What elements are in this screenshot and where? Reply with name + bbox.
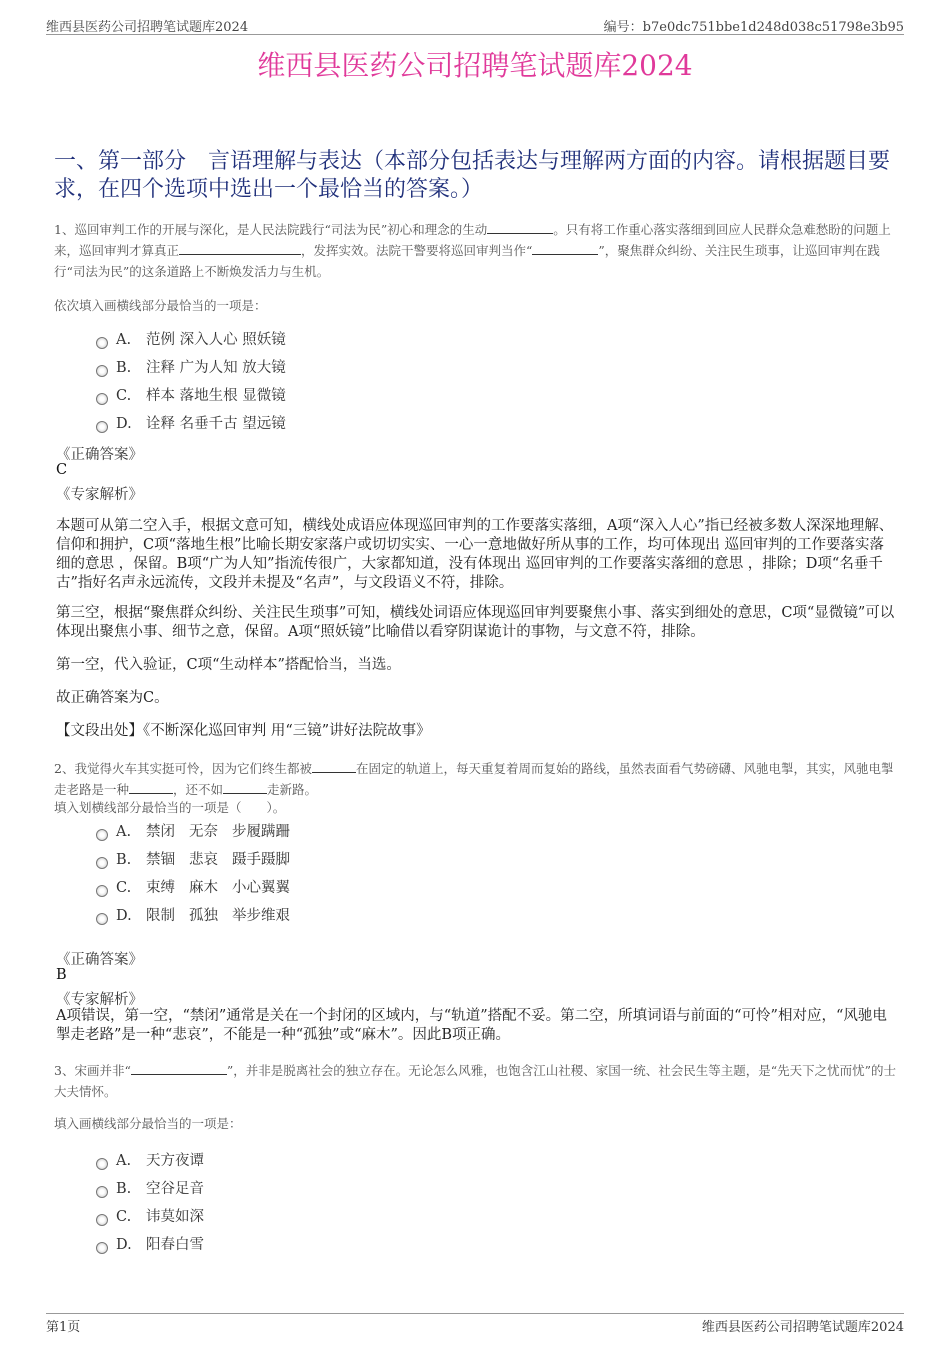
option-letter: A. — [116, 824, 132, 840]
radio-icon[interactable] — [96, 1186, 108, 1198]
answer-label: 《正确答案》 — [56, 447, 143, 463]
option-word: 束缚 — [146, 880, 175, 896]
page-header — [46, 14, 904, 35]
q2-text-4: 走新路。 — [267, 782, 318, 797]
radio-icon[interactable] — [96, 885, 108, 897]
radio-icon[interactable] — [96, 421, 108, 433]
option-word: 禁锢 — [146, 852, 175, 868]
question-2-instruction: 填入划横线部分最恰当的一项是（ ）。 — [54, 800, 286, 815]
question-2-stem — [54, 758, 904, 800]
q2-text-2: 在固定的轨道上，每天重复着周而复始的路线，虽然表面看气势磅礴、风驰电掣，其实，风驰电掣走老路是一种 — [54, 761, 894, 797]
blank — [532, 254, 598, 255]
option-letter: B. — [116, 360, 132, 376]
question-3-instruction: 填入画横线部分最恰当的一项是： — [54, 1116, 242, 1131]
option-letter: D. — [116, 1237, 132, 1253]
option-text: 诠释 名垂千古 望远镜 — [146, 416, 286, 432]
q1-text-1: 1、巡回审判工作的开展与深化，是人民法院践行“司法为民”初心和理念的生动 — [54, 222, 488, 237]
footer-title: 维西县医药公司招聘笔试题库2024 — [701, 1320, 904, 1335]
option-word: 禁闭 — [146, 824, 175, 840]
option-d[interactable] — [96, 904, 290, 932]
answer-value: B — [56, 967, 67, 983]
analysis-paragraph: 第三空，根据“聚焦群众纠纷、关注民生琐事”可知，横线处词语应体现巡回审判要聚焦小事、落实到细处的意思，C项“显微镜”可以体现出聚焦小事、细节之意，保留。A项“照妖镜”比喻借以看穿阴谋诡计的事物，与文意不符，排除。 — [56, 605, 895, 640]
option-letter: C. — [116, 388, 132, 404]
option-a[interactable] — [96, 820, 290, 848]
radio-icon[interactable] — [96, 1158, 108, 1170]
option-word: 麻木 — [189, 880, 218, 896]
option-letter: C. — [116, 1209, 132, 1225]
q3-text-2: ”，并非是脱离社会的独立存在。无论怎么风雅，也饱含江山社稷、家国一统、社会民生等主题，是“先天下之忧而忧”的士大夫情怀。 — [54, 1063, 897, 1099]
option-letter: D. — [116, 416, 132, 432]
question-1-instruction: 依次填入画横线部分最恰当的一项是： — [54, 298, 267, 313]
blank — [131, 1074, 227, 1075]
option-d[interactable] — [96, 1233, 204, 1261]
option-text: 阳春白雪 — [146, 1237, 204, 1253]
page-footer — [46, 1313, 904, 1335]
option-a[interactable] — [96, 1149, 204, 1177]
blank — [129, 793, 173, 794]
option-text: 空谷足音 — [146, 1181, 204, 1197]
q3-text-1: 3、宋画并非“ — [54, 1063, 131, 1078]
question-1-stem — [54, 219, 904, 282]
question-3-options — [96, 1149, 204, 1261]
option-letter: A. — [116, 1153, 132, 1169]
option-word: 小心翼翼 — [232, 880, 290, 896]
blank — [312, 772, 356, 773]
option-b[interactable] — [96, 1177, 204, 1205]
option-letter: A. — [116, 332, 132, 348]
option-word: 步履蹒跚 — [232, 824, 290, 840]
analysis-paragraph: 第一空，代入验证，C项“生动样本”搭配恰当，当选。 — [56, 657, 401, 673]
option-letter: B. — [116, 852, 132, 868]
q1-text-2: 。只有将工作重心落实落细到回应人民群众急难愁盼的问题上来，巡回审判才算真正 — [54, 222, 891, 258]
option-text: 样本 落地生根 显微镜 — [146, 388, 286, 404]
option-text: 注释 广为人知 放大镜 — [146, 360, 286, 376]
analysis-paragraph: 本题可从第二空入手，根据文意可知，横线处成语应体现巡回审判的工作要落实落细，A项“深入人心”指已经被多数人深深地理解、信仰和拥护，C项“落地生根”比喻长期安家落户或切切实实、一心一意地做好所从事的工作，均可体现出 巡回审判的工作要落实落细的意思 ，保留。B项“广为人知”指流传很广，大家都知道，没有体现出 巡回审判的工作要落实落细的意思 ，排除；D项“名垂千古”指好名声永远流传，文段并未提及“名声”，与文段语义不符，排除。 — [56, 518, 894, 591]
option-word: 蹑手蹑脚 — [232, 852, 290, 868]
option-word: 举步维艰 — [232, 908, 290, 924]
radio-icon[interactable] — [96, 913, 108, 925]
option-c[interactable] — [96, 1205, 204, 1233]
option-letter: D. — [116, 908, 132, 924]
option-text: 范例 深入人心 照妖镜 — [146, 332, 286, 348]
analysis-label: 《专家解析》 — [56, 992, 143, 1008]
q1-text-4: ”，聚焦群众纠纷、关注民生琐事，让巡回审判在践行“司法为民”的这条道路上不断焕发活力与生机。 — [54, 243, 880, 279]
radio-icon[interactable] — [96, 365, 108, 377]
question-2-options — [96, 820, 290, 932]
blank — [223, 793, 267, 794]
option-text: 天方夜谭 — [146, 1153, 204, 1169]
radio-icon[interactable] — [96, 857, 108, 869]
radio-icon[interactable] — [96, 1214, 108, 1226]
option-d[interactable] — [96, 412, 286, 440]
blank — [179, 254, 301, 255]
page-number: 第1页 — [46, 1320, 81, 1335]
q1-text-3: ，发挥实效。法院干警要将巡回审判当作“ — [301, 243, 533, 258]
header-serial: 编号：b7e0dc751bbe1d248d038c51798e3b95 — [603, 20, 904, 35]
answer-value: C — [56, 462, 68, 478]
option-letter: B. — [116, 1181, 132, 1197]
analysis-conclusion: 故正确答案为C。 — [56, 690, 169, 706]
option-letter: C. — [116, 880, 132, 896]
option-a[interactable] — [96, 328, 286, 356]
question-1-options — [96, 328, 286, 440]
analysis-paragraph: A项错误，第一空，“禁闭”通常是关在一个封闭的区域内，与“轨道”搭配不妥。第二空，所填词语与前面的“可怜”相对应，“风驰电掣走老路”是一种“悲哀”，不能是一种“孤独”或“麻木”。因此B项正确。 — [56, 1008, 887, 1043]
answer-label: 《正确答案》 — [56, 952, 143, 968]
option-word: 悲哀 — [189, 852, 218, 868]
analysis-label: 《专家解析》 — [56, 487, 143, 503]
option-word: 限制 — [146, 908, 175, 924]
radio-icon[interactable] — [96, 1242, 108, 1254]
source-citation: 【文段出处】《不断深化巡回审判 用“三镜”讲好法院故事》 — [56, 723, 431, 739]
document-title: 维西县医药公司招聘笔试题库2024 — [257, 49, 693, 82]
radio-icon[interactable] — [96, 829, 108, 841]
option-c[interactable] — [96, 384, 286, 412]
section-heading: 一、第一部分 言语理解与表达（本部分包括表达与理解两方面的内容。请根据题目要求，在四个选项中选出一个最恰当的答案。） — [54, 149, 891, 202]
option-word: 无奈 — [189, 824, 218, 840]
question-3-stem — [54, 1060, 904, 1102]
q2-text-1: 2、我觉得火车其实挺可怜，因为它们终生都被 — [54, 761, 312, 776]
header-title: 维西县医药公司招聘笔试题库2024 — [46, 20, 249, 35]
option-b[interactable] — [96, 356, 286, 384]
option-text: 讳莫如深 — [146, 1209, 204, 1225]
option-b[interactable] — [96, 848, 290, 876]
q2-text-3: ，还不如 — [173, 782, 224, 797]
option-word: 孤独 — [189, 908, 218, 924]
radio-icon[interactable] — [96, 393, 108, 405]
blank — [487, 233, 553, 234]
radio-icon[interactable] — [96, 337, 108, 349]
option-c[interactable] — [96, 876, 290, 904]
